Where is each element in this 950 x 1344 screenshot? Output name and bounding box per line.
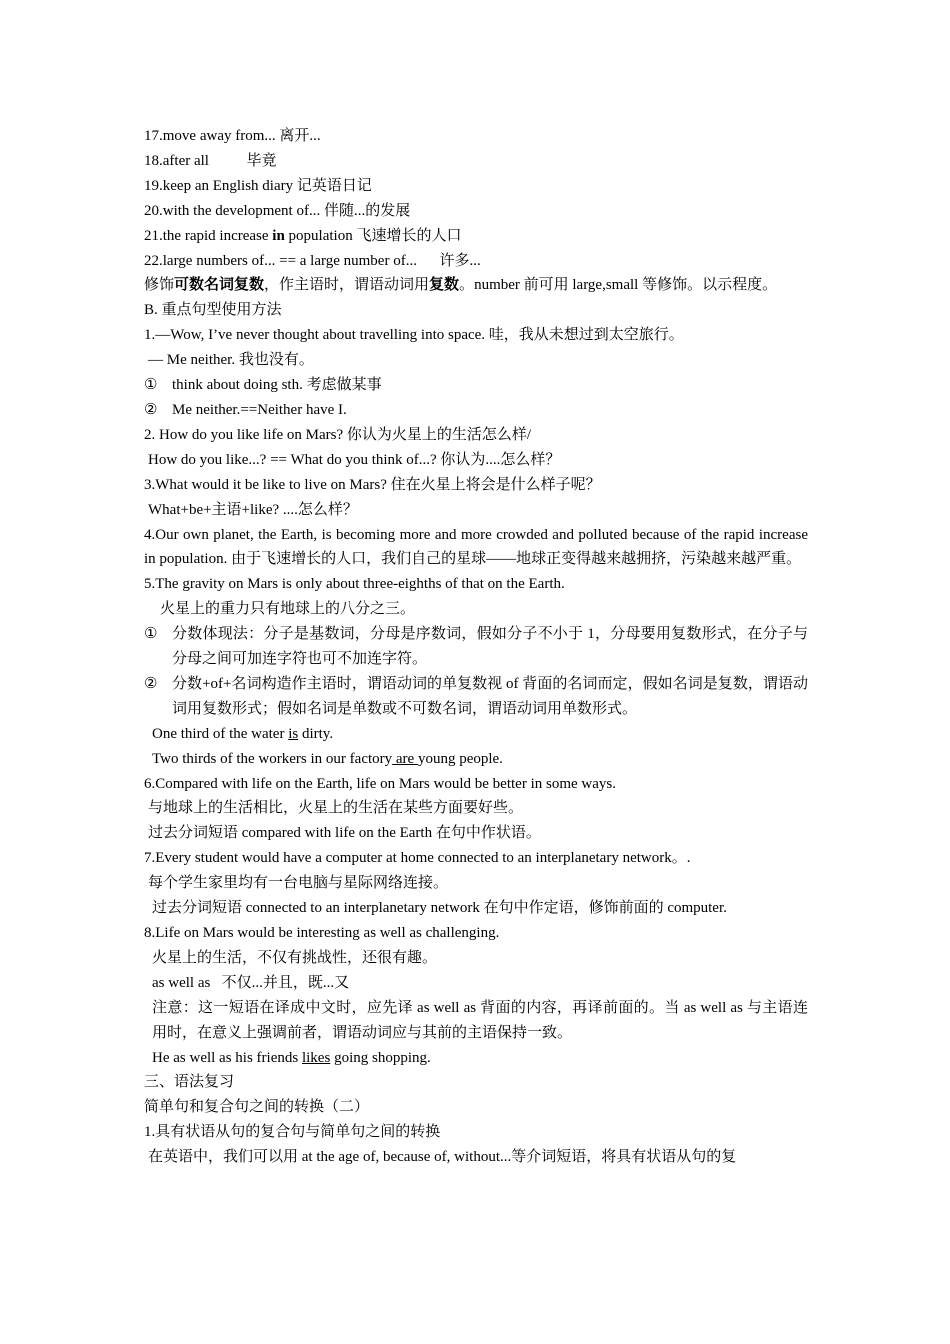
note-bold1: 可数名词复数 [174, 277, 265, 294]
example-text: dirty. [298, 725, 334, 742]
phrase-22-note [144, 273, 808, 298]
sentence-7: 7.Every student would have a computer at home connected to an interplanetary network。. [144, 850, 691, 867]
circled-two-marker: ② [144, 401, 158, 418]
phrase-19: 19.keep an English diary 记英语日记 [144, 177, 372, 194]
sentence-8-translation: 火星上的生活，不仅有挑战性，还很有趣。 [152, 949, 438, 966]
example-underlined: likes [301, 1049, 331, 1066]
sentence-3-note: What+be+主语+like? ....怎么样？ [148, 501, 358, 518]
sentence-8: 8.Life on Mars would be interesting as well as challenging. [144, 925, 500, 941]
note-part2: ，作主语时，谓语动词用 [264, 277, 430, 294]
sentence-8-example [144, 1046, 808, 1071]
phrase-21 [144, 224, 808, 249]
note-part3: 。number 前可用 large,small 等修饰。以示程度。 [459, 277, 778, 294]
section-b-heading: B. 重点句型使用方法 [144, 302, 282, 319]
sentence-5: 5.The gravity on Mars is only about three-eighths of that on the Earth. [144, 576, 565, 593]
example-underlined: is [288, 725, 299, 742]
circled-one-marker: ① [144, 377, 158, 394]
example-underlined: are [392, 750, 418, 767]
circled-two-marker: ② [144, 675, 158, 692]
sentence-5-translation: 火星上的重力只有地球上的八分之三。 [160, 601, 416, 618]
sentence-1-note-1 [144, 373, 808, 398]
sentence-7-translation: 每个学生家里均有一台电脑与星际网络连接。 [148, 875, 449, 892]
sentence-3: 3.What would it be like to live on Mars? 住在火星上将会是什么样子呢？ [144, 476, 601, 493]
phrase-18: 18.after all 毕竟 [144, 152, 277, 169]
sentence-5-example-1 [144, 722, 808, 747]
example-text: Two thirds of the workers in our factory [152, 750, 393, 767]
sentence-7-note: 过去分词短语 connected to an interplanetary network 在句中作定语，修饰前面的 computer. [152, 900, 727, 917]
phrase-22: 22.large numbers of... == a large number of... 许多... [144, 252, 481, 269]
phrase-21-part1: 21.the rapid increase [144, 227, 273, 244]
sentence-8-attention: 注意：这一短语在译成中文时，应先译 as well as 背面的内容，再译前面的。当 as well as 与主语连用时，在意义上强调前者，谓语动词应与其前的主语保持一致。 [152, 999, 808, 1041]
note-text: 分数+of+名词构造作主语时，谓语动词的单复数视 of 背面的名词而定，假如名词是复数，谓语动词用复数形式；假如名词是单数或不可数名词，谓语动词用单数形式。 [172, 675, 808, 717]
sentence-2-note: How do you like...? == What do you think of...? 你认为....怎么样？ [148, 451, 561, 468]
sentence-6-translation: 与地球上的生活相比，火星上的生活在某些方面要好些。 [148, 800, 524, 817]
sentence-1-note-2 [144, 398, 808, 423]
sentence-5-note-1 [144, 622, 808, 672]
example-text: One third of the water [152, 725, 289, 742]
grammar-point-1: 1.具有状语从句的复合句与简单句之间的转换 [144, 1124, 441, 1141]
example-text: going shopping. [330, 1049, 431, 1066]
note-text: Me neither.==Neither have I. [172, 401, 347, 418]
document-page [144, 124, 808, 1170]
circled-one-marker: ① [144, 626, 158, 643]
phrase-21-bold: in [272, 227, 285, 244]
phrase-17: 17.move away from... 离开... [144, 128, 321, 144]
sentence-4: 4.Our own planet, the Earth, is becoming more and more crowded and polluted because of the rapid increase in population. 由于飞速增长的人口，我们自己的星球——地球正变得越来越拥挤，污染越来越严重。 [144, 526, 808, 568]
phrase-21-part2: population 飞速增长的人口 [284, 227, 462, 244]
sentence-2: 2. How do you like life on Mars? 你认为火星上的生活怎么样/ [144, 426, 532, 443]
grammar-heading: 三、语法复习 [144, 1074, 235, 1091]
example-text: He as well as his friends [152, 1049, 302, 1066]
phrase-20: 20.with the development of... 伴随...的发展 [144, 202, 411, 219]
note-text: 分数体现法：分子是基数词，分母是序数词，假如分子不小于 1，分母要用复数形式，在分子与分母之间可加连字符也可不加连字符。 [172, 626, 808, 668]
note-text: think about doing sth. 考虑做某事 [172, 377, 382, 394]
sentence-1-reply: — Me neither. 我也没有。 [148, 352, 314, 369]
grammar-point-1-text: 在英语中，我们可以用 at the age of, because of, without...等介词短语，将具有状语从句的复 [148, 1149, 737, 1166]
grammar-subheading: 简单句和复合句之间的转换（二） [144, 1099, 370, 1116]
sentence-5-example-2 [144, 747, 808, 772]
sentence-6: 6.Compared with life on the Earth, life on Mars would be better in some ways. [144, 775, 616, 792]
sentence-8-note: as well as 不仅...并且，既...又 [152, 974, 350, 991]
sentence-6-note: 过去分词短语 compared with life on the Earth 在句中作状语。 [148, 825, 541, 842]
sentence-5-note-2 [144, 672, 808, 722]
example-text: young people. [417, 750, 503, 767]
sentence-1: 1.—Wow, I’ve never thought about travelling into space. 哇，我从未想过到太空旅行。 [144, 327, 684, 344]
note-part1: 修饰 [144, 277, 175, 294]
note-bold2: 复数 [429, 277, 460, 294]
